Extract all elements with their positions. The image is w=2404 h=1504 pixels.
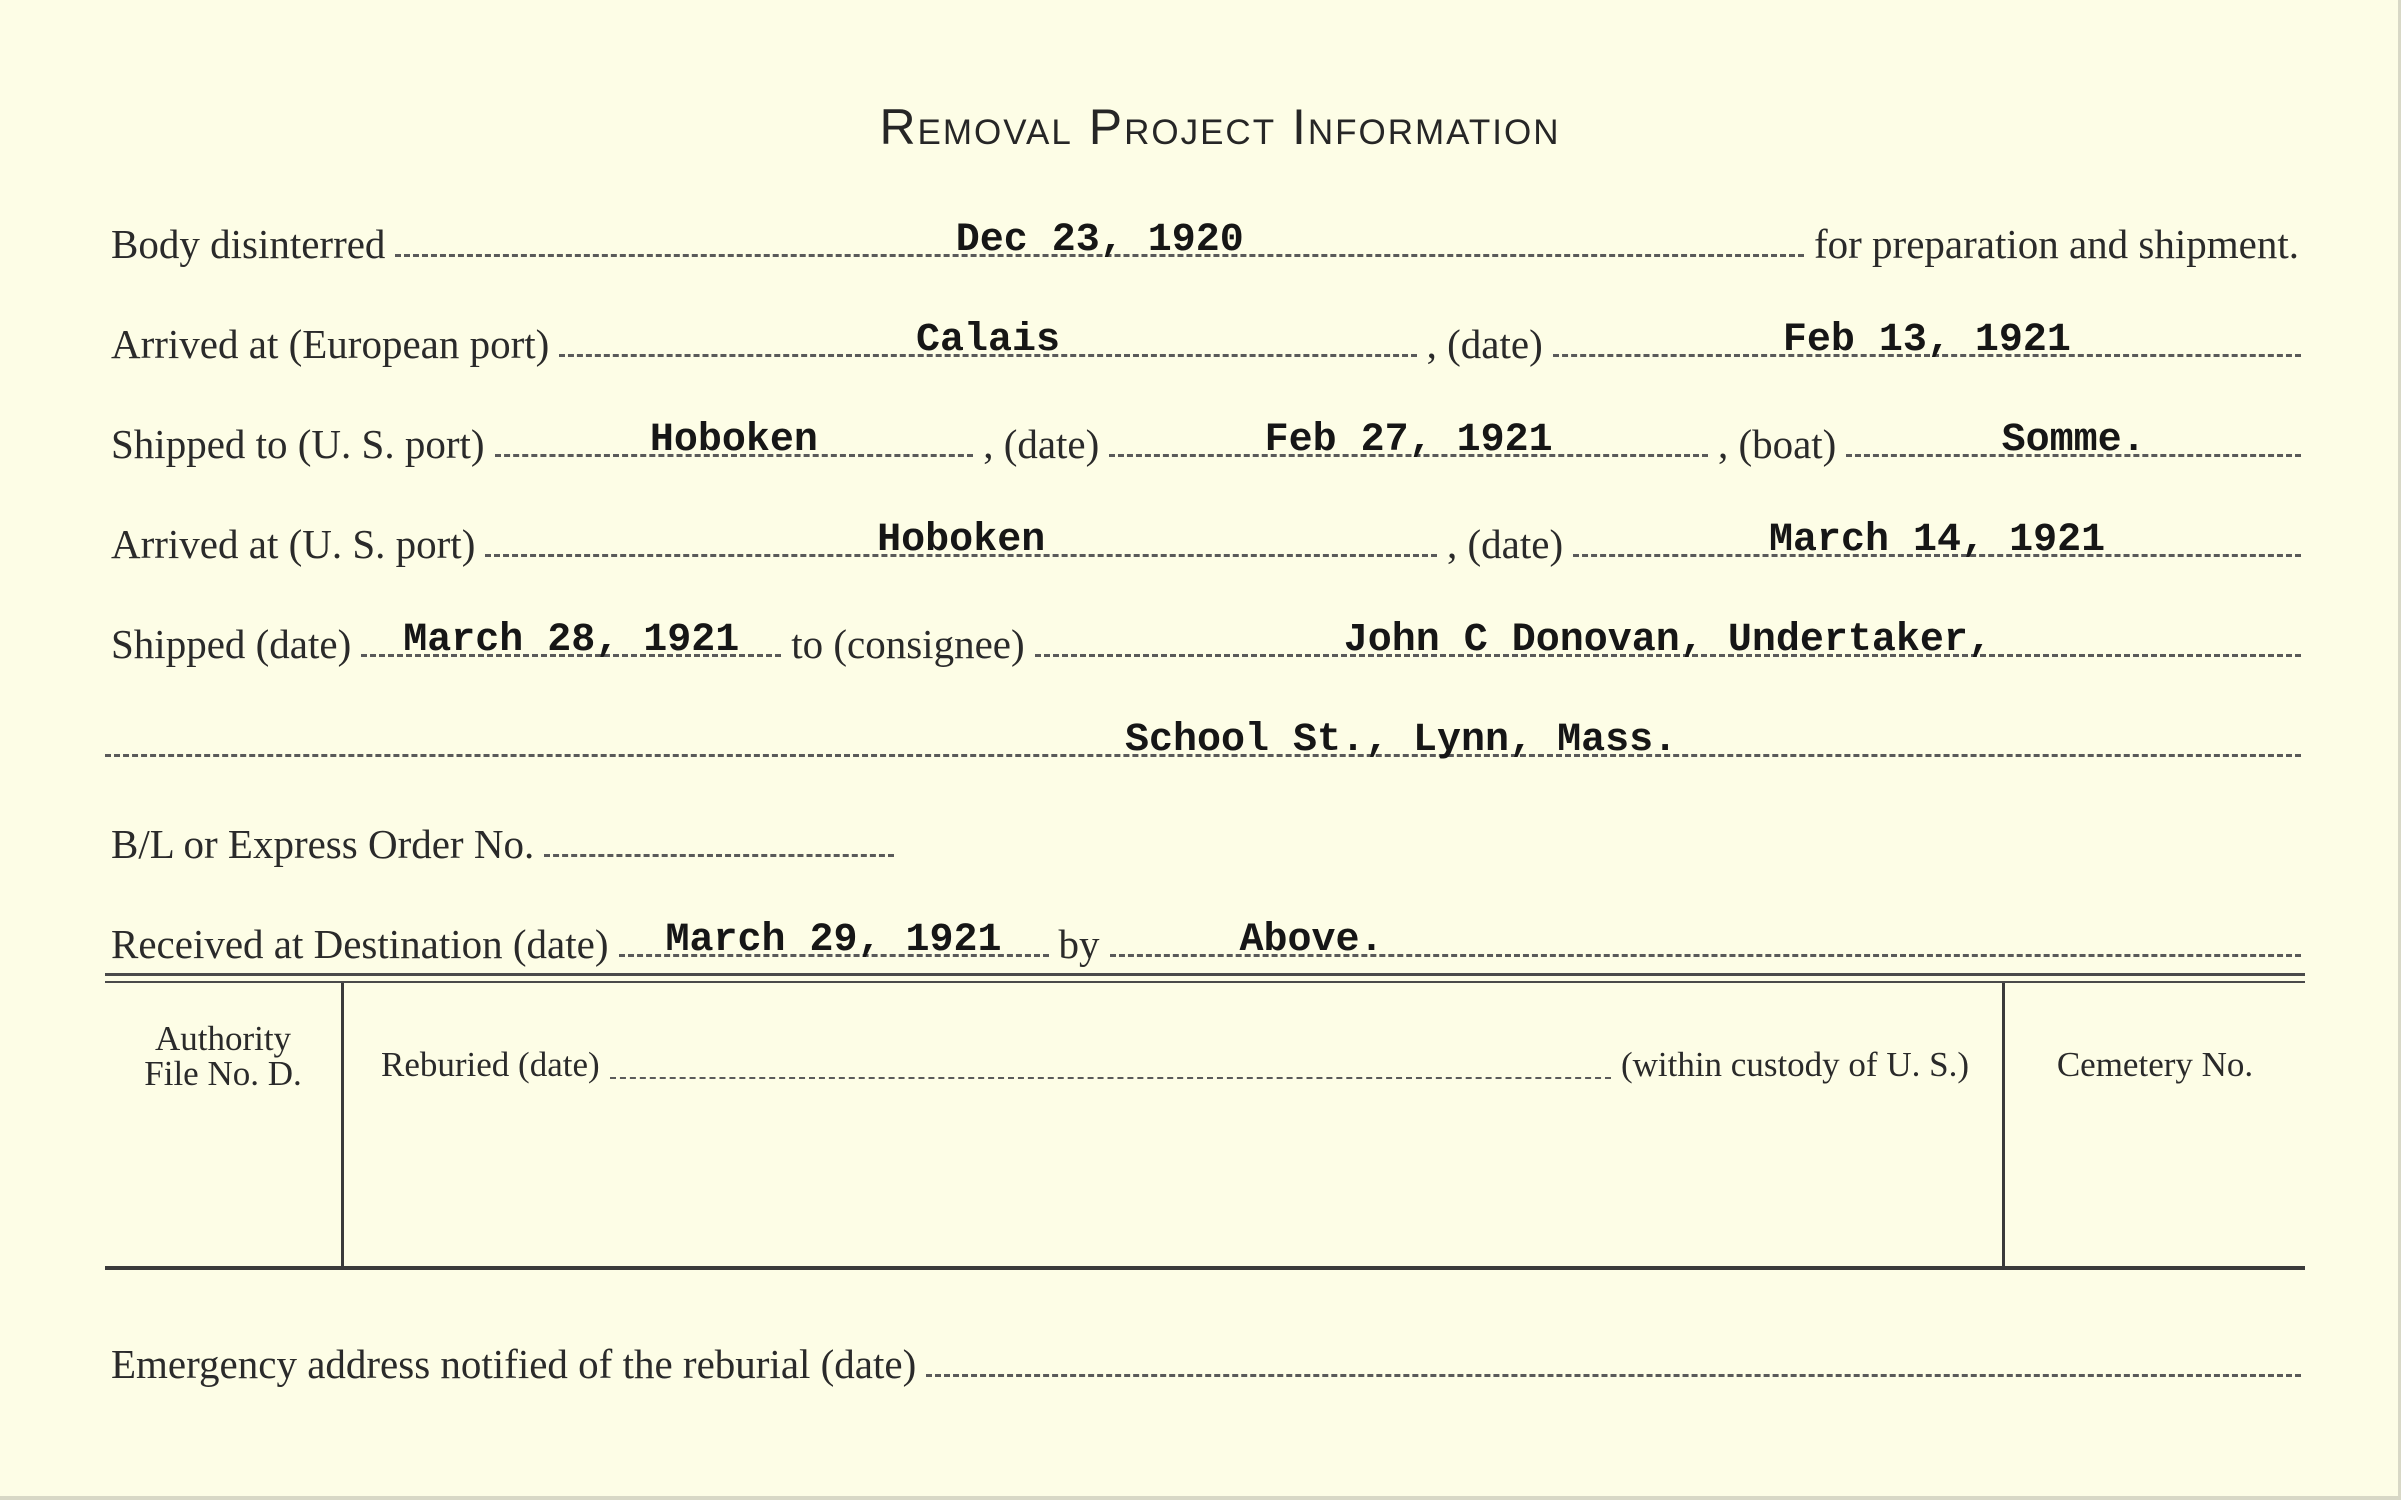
shipped-us-date-field[interactable] — [1109, 410, 1708, 463]
shipped-us-port-value: Hoboken — [649, 418, 818, 463]
disinterred-field[interactable] — [395, 210, 1804, 263]
received-by-field[interactable] — [1110, 910, 2302, 963]
arrived-euro-port-value: Calais — [915, 318, 1060, 363]
row-arrived-european-port — [105, 310, 2305, 365]
arrived-us-port-field[interactable] — [485, 510, 1437, 563]
consignee-field[interactable] — [1035, 610, 2301, 663]
row-emergency — [105, 1330, 2305, 1385]
disinterred-label: Body disinterred — [111, 221, 386, 267]
emergency-label: Emergency address notified of the reburial (date) — [111, 1341, 917, 1387]
row-received — [105, 910, 2305, 965]
arrived-euro-date-label: , (date) — [1426, 321, 1543, 367]
consignee-value: John C Donovan, Undertaker, — [1343, 618, 1992, 663]
arrived-euro-label: Arrived at (European port) — [111, 321, 550, 367]
divider-top — [105, 973, 2305, 976]
reburied-row — [375, 1045, 1975, 1085]
reburial-box — [105, 983, 2305, 1266]
received-by-value: Above. — [1239, 918, 1384, 963]
shipped-us-date-value: Feb 27, 1921 — [1264, 418, 1553, 463]
bl-label: B/L or Express Order No. — [111, 821, 535, 867]
arrived-euro-date-value: Feb 13, 1921 — [1782, 318, 2071, 363]
arrived-euro-date-field[interactable] — [1553, 310, 2301, 363]
consignee-address-value: School St., Lynn, Mass. — [1125, 718, 1678, 763]
consignee-label: to (consignee) — [791, 621, 1025, 667]
arrived-us-date-label: , (date) — [1447, 521, 1564, 567]
box-divider-right — [2002, 983, 2005, 1266]
cemetery-label: Cemetery No. — [2056, 1045, 2254, 1084]
received-by-label: by — [1058, 921, 1100, 967]
emergency-field[interactable] — [926, 1330, 2301, 1377]
shipped-us-date-label: , (date) — [983, 421, 1100, 467]
arrived-us-date-field[interactable] — [1573, 510, 2301, 563]
arrived-euro-port-field[interactable] — [559, 310, 1416, 363]
consignee-address-field[interactable] — [105, 710, 2301, 763]
reburied-label: Reburied (date) — [381, 1045, 600, 1084]
reburied-field[interactable] — [610, 1047, 1611, 1079]
custody-label: (within custody of U. S.) — [1620, 1045, 1969, 1084]
arrived-us-port-value: Hoboken — [877, 518, 1046, 563]
shipped-us-port-field[interactable] — [495, 410, 974, 463]
shipped-us-boat-label: , (boat) — [1717, 421, 1837, 467]
authority-label: Authority File No. D. — [144, 1019, 302, 1093]
shipped-us-label: Shipped to (U. S. port) — [111, 421, 485, 467]
disinterred-suffix: for preparation and shipment. — [1813, 221, 2299, 267]
shipped-us-boat-value: Somme. — [2001, 418, 2146, 463]
row-shipped-us-port — [105, 410, 2305, 465]
received-label: Received at Destination (date) — [111, 921, 609, 967]
received-date-value: March 29, 1921 — [665, 918, 1002, 963]
row-shipped-consignee — [105, 610, 2305, 665]
received-date-field[interactable] — [619, 910, 1049, 963]
row-disinterred — [105, 210, 2305, 265]
row-bl-order — [105, 810, 2305, 865]
shipped-date-value: March 28, 1921 — [403, 618, 740, 663]
box-bottom-rule — [105, 1266, 2305, 1270]
shipped-us-boat-field[interactable] — [1846, 410, 2301, 463]
row-arrived-us-port — [105, 510, 2305, 565]
bl-field[interactable] — [544, 810, 894, 857]
shipped-date-field[interactable] — [361, 610, 781, 663]
box-divider-left — [341, 983, 344, 1266]
disinterred-value: Dec 23, 1920 — [955, 218, 1244, 263]
card-title: Removal Project Information — [879, 99, 1561, 155]
shipped-date-label: Shipped (date) — [111, 621, 352, 667]
arrived-us-date-value: March 14, 1921 — [1769, 518, 2106, 563]
row-consignee-address — [105, 710, 2305, 765]
arrived-us-label: Arrived at (U. S. port) — [111, 521, 476, 567]
